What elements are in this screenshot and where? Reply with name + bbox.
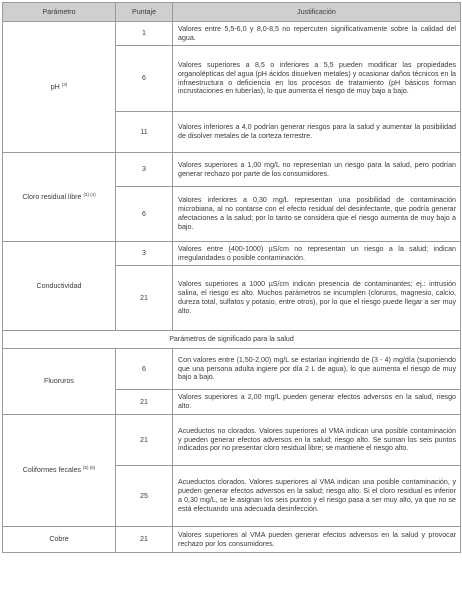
header-parametro: Parámetro xyxy=(3,3,116,22)
justification-cell: Valores superiores a 8,5 o inferiores a 5,5 pueden modificar las propiedades organolépticas del agua (pH ácidos disuelven metales) y ocasionar daños técnicos en la infraestructura o deficiencia en los procesos de tratamiento (pH básicos forman incrustaciones en tuberías), lo que aumenta el riesgo de muy bajo a bajo. xyxy=(173,46,461,112)
table-row xyxy=(3,242,461,266)
header-row xyxy=(3,3,461,22)
param-cloro xyxy=(3,153,116,242)
header-puntaje: Puntaje xyxy=(116,3,173,22)
table-row xyxy=(3,22,461,46)
param-conductividad: Conductividad xyxy=(3,242,116,331)
justification-cell: Valores inferiores a 0,30 mg/L representan una posibilidad de contaminación microbiana, al no contarse con el efecto residual del desinfectante, que podría generar afectaciones a la salud; por lo tanto se considera que el riesgo aumenta de muy bajo a bajo. xyxy=(173,187,461,242)
score-cell: 1 xyxy=(116,22,173,46)
justification-cell: Acueductos clorados. Valores superiores al VMA indican una posible contaminación, y pueden generar efectos adversos en la salud; riesgo alto. Si el cloro residual es inferior a 0,30 mg/L, se le asignan los seis puntos y el riesgo pasa a ser muy alto, ya que no se está efectuando una adecuada desinfección. xyxy=(173,466,461,527)
score-cell: 6 xyxy=(116,349,173,390)
table-row xyxy=(3,527,461,553)
param-coliformes-note: (5) (6) xyxy=(83,465,96,471)
param-coliformes-label: Coliformes fecales xyxy=(22,466,82,475)
score-cell: 11 xyxy=(116,112,173,153)
header-justificacion: Justificación xyxy=(173,3,461,22)
table-row xyxy=(3,153,461,187)
param-coliformes xyxy=(3,415,116,527)
param-ph-note: (3) xyxy=(61,81,68,87)
justification-cell: Valores superiores a 1,00 mg/L no representan un riesgo para la salud, pero podrían generar rechazo por parte de los consumidores. xyxy=(173,153,461,187)
score-cell: 6 xyxy=(116,187,173,242)
justification-cell: Con valores entre (1,50-2,00) mg/L se estarían ingiriendo de (3 - 4) mg/día (suponiendo que una persona adulta ingiere por día 2 L de agua), lo que aumenta el riesgo de muy bajo a bajo. xyxy=(173,349,461,390)
score-cell: 21 xyxy=(116,266,173,331)
section-label: Parámetros de significado para la salud xyxy=(3,331,461,349)
justification-cell: Valores superiores a 2,00 mg/L pueden generar efectos adversos en la salud, riesgo alto. xyxy=(173,390,461,415)
param-cloro-note: (3) (4) xyxy=(83,191,96,197)
justification-cell: Valores inferiores a 4,0 podrían generar riesgos para la salud y aumentar la posibilidad de disolver metales de la corteza terrestre. xyxy=(173,112,461,153)
justification-cell: Acueductos no clorados. Valores superiores al VMA indican una posible contaminación y pueden generar efectos adversos en la salud; riesgo alto. Se suman los seis puntos indicados por no presentar cloro residual libre; se mantiene el riesgo alto. xyxy=(173,415,461,466)
score-cell: 3 xyxy=(116,153,173,187)
param-ph xyxy=(3,22,116,153)
justification-cell: Valores entre (400-1000) µS/cm no representan un riesgo a la salud; indican irregularidades o posible contaminación. xyxy=(173,242,461,266)
score-cell: 21 xyxy=(116,527,173,553)
score-cell: 21 xyxy=(116,390,173,415)
score-cell: 21 xyxy=(116,415,173,466)
justification-cell: Valores superiores al VMA pueden generar efectos adversos en la salud y provocar rechazo por los consumidores. xyxy=(173,527,461,553)
table-row xyxy=(3,349,461,390)
section-row xyxy=(3,331,461,349)
param-cloro-label: Cloro residual libre xyxy=(22,192,82,201)
justification-cell: Valores superiores a 1000 µS/cm indican presencia de contaminantes; ej.: intrusión salina, el riesgo es alto. Muchos parámetros se incumplen (cloruros, magnesio, calcio, dureza total, sulfatos y potasio, entre otros), por lo que el riesgo puede llegar a ser muy alto. xyxy=(173,266,461,331)
param-ph-label: pH xyxy=(50,82,60,91)
param-fluoruros: Fluoruros xyxy=(3,349,116,415)
table-row xyxy=(3,415,461,466)
parameters-table xyxy=(2,2,461,553)
justification-cell: Valores entre 5,5-6,0 y 8,0-8,5 no repercuten significativamente sobre la calidad del agua. xyxy=(173,22,461,46)
param-cobre: Cobre xyxy=(3,527,116,553)
score-cell: 6 xyxy=(116,46,173,112)
score-cell: 3 xyxy=(116,242,173,266)
score-cell: 25 xyxy=(116,466,173,527)
